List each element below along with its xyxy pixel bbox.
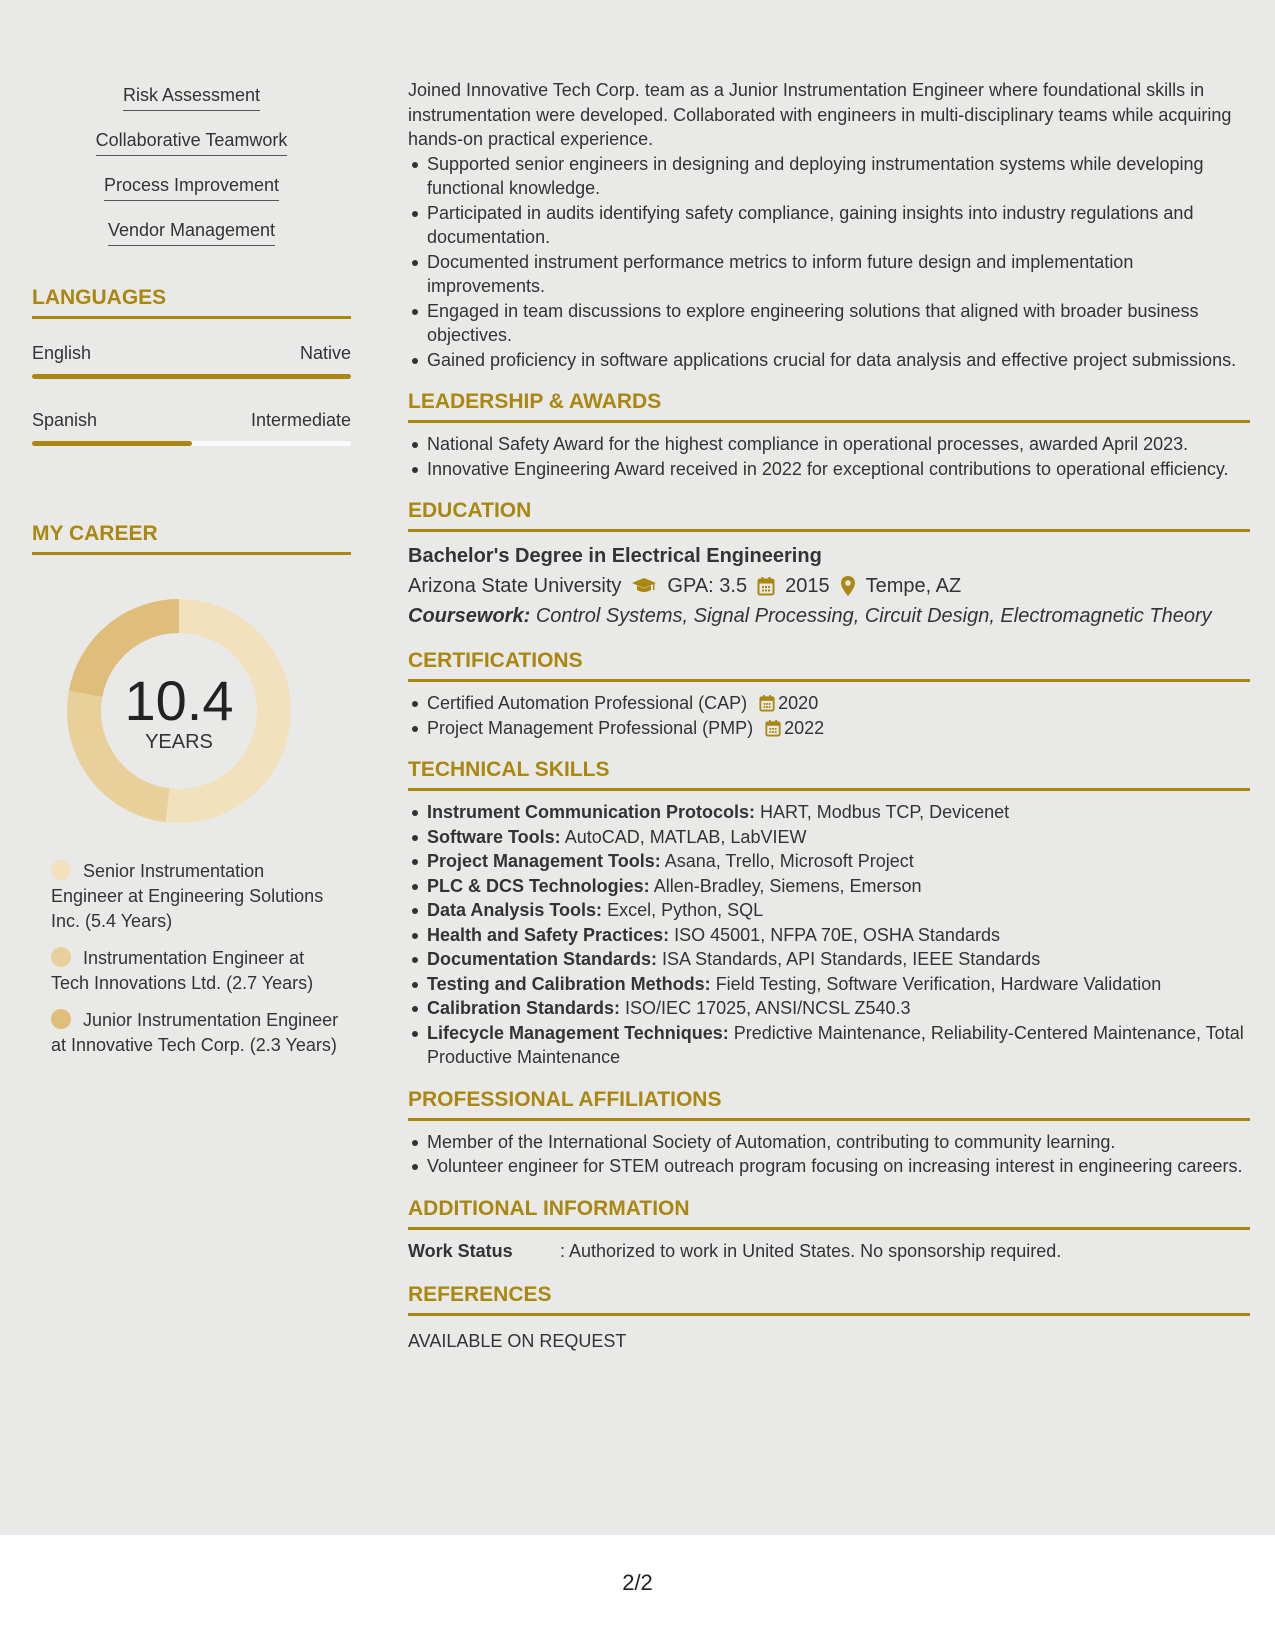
skill-item: Risk Assessment (32, 84, 351, 111)
list-item: Gained proficiency in software applications crucial for data analysis and effective project submissions. (427, 348, 1250, 373)
work-status-row (408, 1239, 1250, 1264)
career-unit: YEARS (145, 731, 213, 753)
experience-bullets (408, 152, 1250, 373)
education-school: Arizona State University (408, 575, 622, 597)
legend-dot (51, 1009, 71, 1029)
list-item: Testing and Calibration Methods: Field Testing, Software Verification, Hardware Validation (427, 972, 1250, 997)
list-item: Engaged in team discussions to explore engineering solutions that aligned with broader business objectives. (427, 299, 1250, 348)
list-item: Innovative Engineering Award received in 2022 for exceptional contributions to operational efficiency. (427, 457, 1250, 482)
list-item: Software Tools: AutoCAD, MATLAB, LabVIEW (427, 825, 1250, 850)
language-bar-fill (32, 374, 351, 379)
language-english (32, 343, 351, 379)
skill-item: Process Improvement (32, 174, 351, 201)
list-item: PLC & DCS Technologies: Allen-Bradley, Siemens, Emerson (427, 874, 1250, 899)
coursework-label: Coursework: (408, 605, 531, 627)
skills-list (32, 84, 351, 246)
list-item: Participated in audits identifying safety compliance, gaining insights into industry regulations and documentation. (427, 201, 1250, 250)
work-status-label: Work Status (408, 1240, 513, 1261)
language-bar (32, 441, 351, 446)
list-item: Documentation Standards: ISA Standards, API Standards, IEEE Standards (427, 947, 1250, 972)
list-item: Supported senior engineers in designing and deploying instrumentation systems while developing functional knowledge. (427, 152, 1250, 201)
calendar-icon (765, 719, 781, 737)
certifications-list (408, 691, 1250, 740)
list-item: Project Management Tools: Asana, Trello, Microsoft Project (427, 849, 1250, 874)
language-name: Spanish (32, 410, 98, 430)
page-number: 2/2 (622, 1570, 653, 1595)
legend-item: Senior Instrumentation Engineer at Engineering Solutions Inc. (5.4 Years) (51, 861, 324, 931)
additional-info-title: ADDITIONAL INFORMATION (408, 1196, 1250, 1230)
list-item: Data Analysis Tools: Excel, Python, SQL (427, 898, 1250, 923)
graduation-cap-icon (631, 576, 657, 596)
education-degree: Bachelor's Degree in Electrical Engineering (408, 545, 822, 567)
awards-title: LEADERSHIP & AWARDS (408, 389, 1250, 423)
work-status-value: : Authorized to work in United States. No sponsorship required. (560, 1240, 1062, 1261)
legend-dot (51, 860, 71, 880)
list-item: Volunteer engineer for STEM outreach program focusing on increasing interest in engineering careers. (427, 1154, 1250, 1179)
experience-summary: Joined Innovative Tech Corp. team as a Junior Instrumentation Engineer where foundational skills in instrumentation were developed. Collaborated with engineers in multi-disciplinary teams while acquiring hands-on practical experience. (408, 80, 1232, 149)
language-level: Native (299, 343, 351, 363)
main-content (408, 78, 1250, 1354)
list-item: Health and Safety Practices: ISO 45001, NFPA 70E, OSHA Standards (427, 923, 1250, 948)
language-bar-fill (32, 441, 192, 446)
calendar-icon (759, 694, 775, 712)
education-details (408, 571, 1250, 601)
coursework-value: Control Systems, Signal Processing, Circuit Design, Electromagnetic Theory (535, 605, 1212, 627)
career-title: MY CAREER (32, 522, 351, 555)
legend-dot (51, 947, 71, 967)
technical-skills-title: TECHNICAL SKILLS (408, 757, 1250, 791)
education-coursework (408, 601, 1250, 631)
list-item: Lifecycle Management Techniques: Predictive Maintenance, Reliability-Centered Maintenance, Total Productive Maintenance (427, 1021, 1250, 1070)
list-item: Calibration Standards: ISO/IEC 17025, ANSI/NCSL Z540.3 (427, 996, 1250, 1021)
languages-title: LANGUAGES (32, 286, 351, 319)
affiliations-title: PROFESSIONAL AFFILIATIONS (408, 1087, 1250, 1121)
awards-list (408, 432, 1250, 481)
education-title: EDUCATION (408, 498, 1250, 532)
skill-item: Collaborative Teamwork (32, 129, 351, 156)
language-spanish (32, 410, 351, 446)
skill-item: Vendor Management (32, 219, 351, 246)
list-item: National Safety Award for the highest compliance in operational processes, awarded April 2023. (427, 432, 1250, 457)
list-item: Documented instrument performance metrics to inform future design and implementation improvements. (427, 250, 1250, 299)
legend-item: Junior Instrumentation Engineer at Innovative Tech Corp. (2.3 Years) (51, 1010, 339, 1055)
career-total: 10.4 (124, 669, 234, 732)
education-gpa: GPA: 3.5 (667, 575, 748, 597)
list-item: Project Management Professional (PMP) 2022 (427, 716, 1250, 741)
education-year: 2015 (785, 575, 830, 597)
list-item: Member of the International Society of Automation, contributing to community learning. (427, 1130, 1250, 1155)
career-donut-chart (67, 599, 291, 823)
list-item: Certified Automation Professional (CAP) 2020 (427, 691, 1250, 716)
language-level: Intermediate (250, 410, 351, 430)
legend-item: Instrumentation Engineer at Tech Innovations Ltd. (2.7 Years) (51, 948, 314, 993)
language-name: English (32, 343, 92, 363)
language-bar (32, 374, 351, 379)
career-legend (51, 859, 341, 1058)
sidebar (32, 84, 351, 1070)
references-text: AVAILABLE ON REQUEST (408, 1331, 627, 1351)
technical-skills-list (408, 800, 1250, 1070)
certifications-title: CERTIFICATIONS (408, 648, 1250, 682)
education-location: Tempe, AZ (865, 575, 962, 597)
calendar-icon (757, 576, 775, 596)
affiliations-list (408, 1130, 1250, 1179)
location-pin-icon (840, 575, 856, 597)
references-title: REFERENCES (408, 1282, 1250, 1316)
list-item: Instrument Communication Protocols: HART, Modbus TCP, Devicenet (427, 800, 1250, 825)
